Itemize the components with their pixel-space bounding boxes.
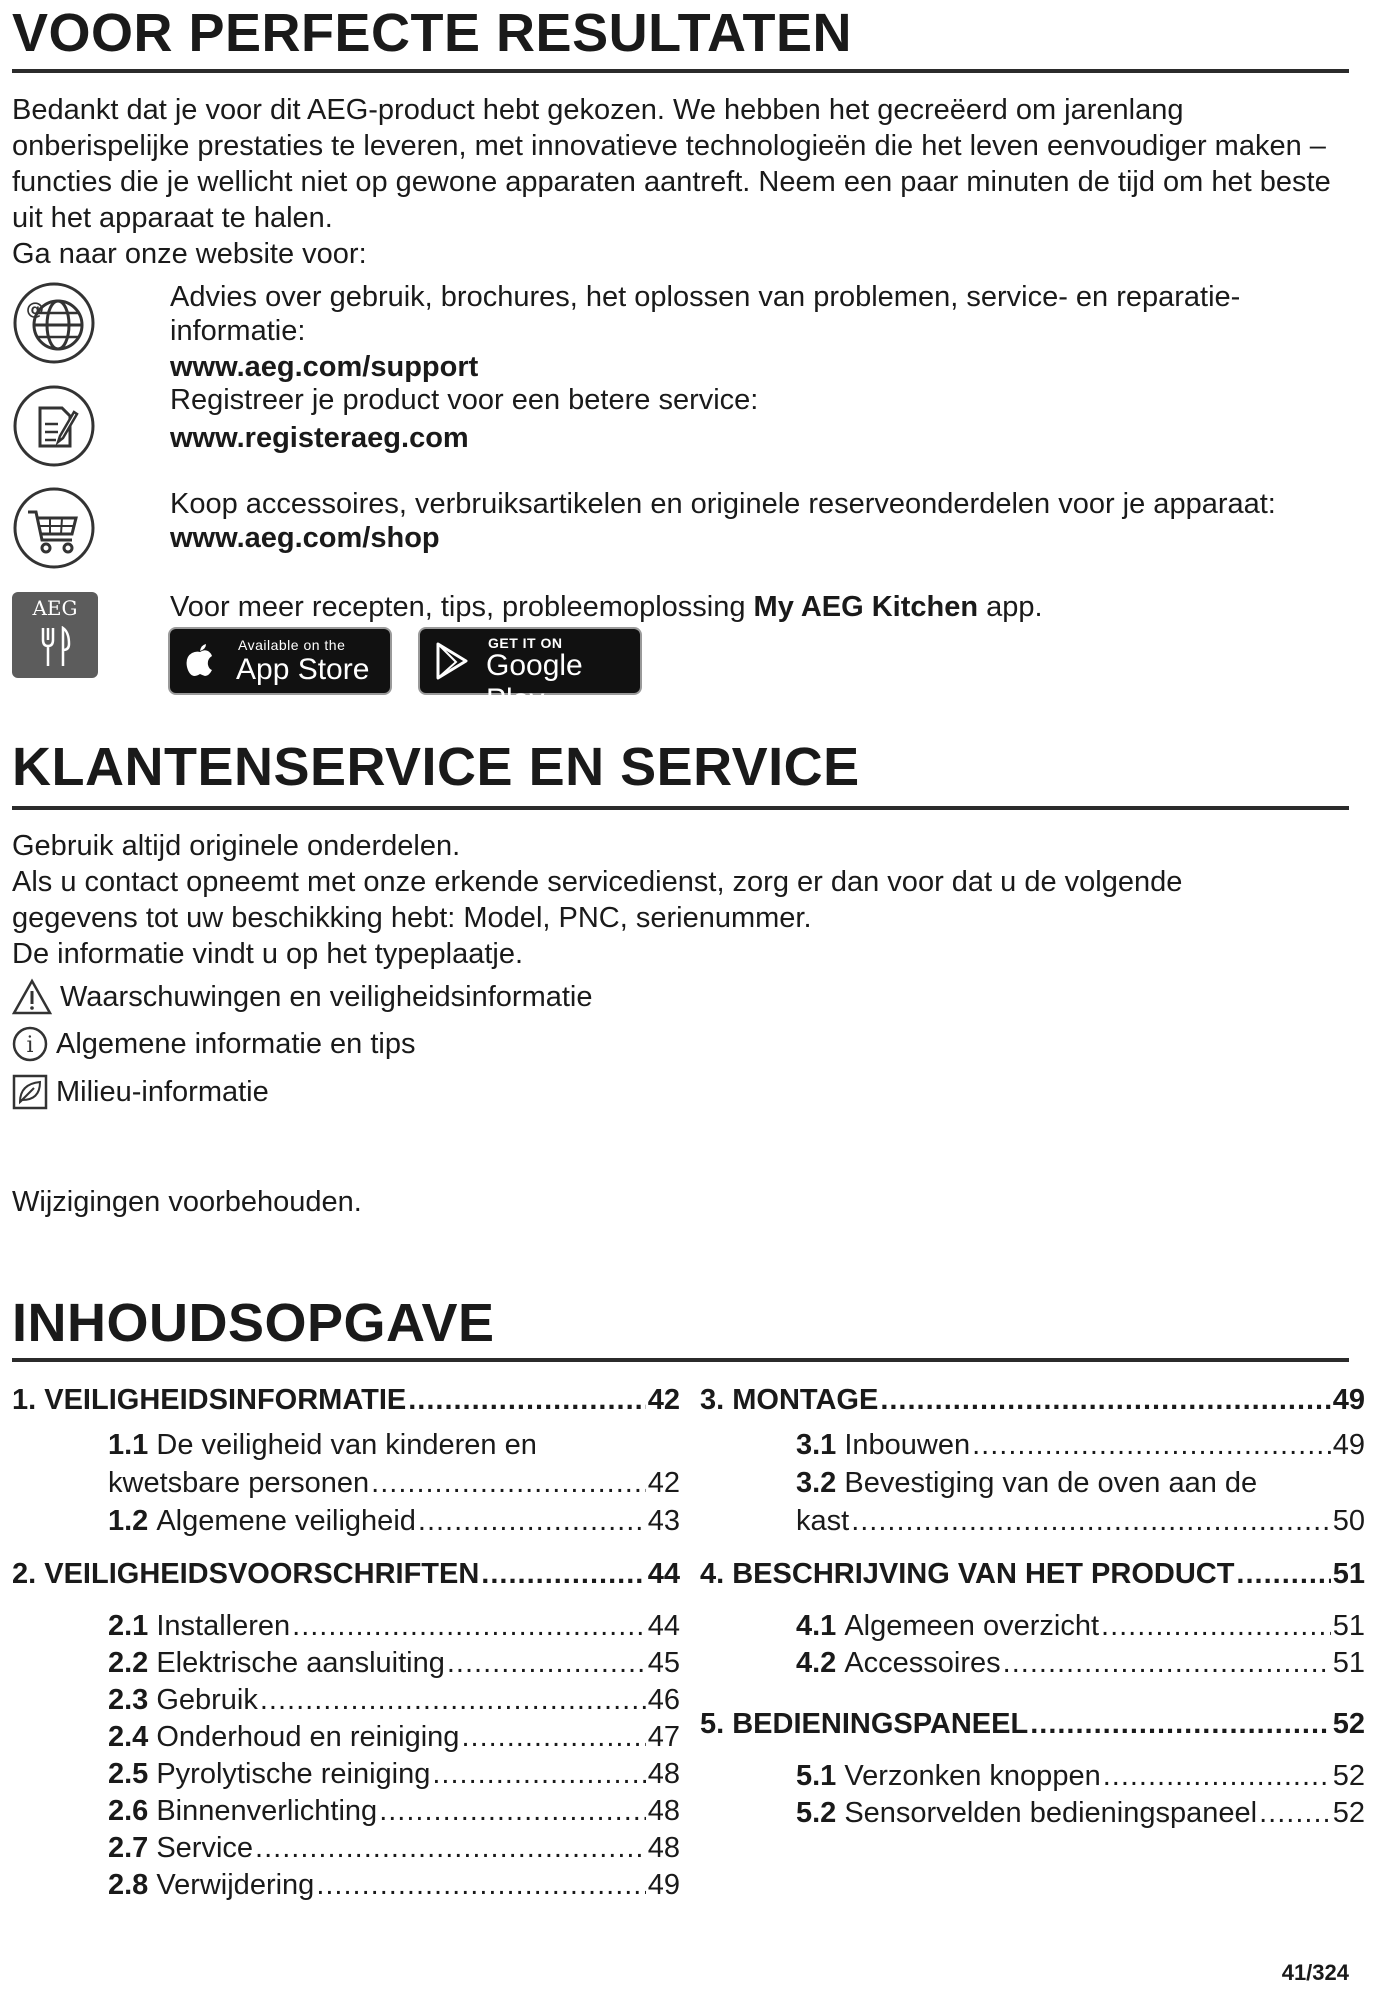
website-lead: Ga naar onze website voor:: [12, 238, 367, 270]
toc-item-2-7[interactable]: [12, 1830, 680, 1867]
toc-item-4-1-label: Algemeen overzicht: [844, 1610, 1100, 1642]
service-line3: De informatie vindt u op het typeplaatje.: [12, 938, 524, 970]
app-text: [170, 590, 1350, 624]
toc-item-3-1-num: 3.1: [796, 1429, 837, 1461]
toc-section-5-page: 52: [1332, 1708, 1365, 1740]
gplay-big-text: Google Play: [486, 649, 583, 716]
toc-item-page: 44: [647, 1610, 680, 1642]
toc-item-1-1-label-b: kwetsbare personen: [108, 1467, 370, 1499]
toc-item-1-1-page: 42: [647, 1467, 680, 1499]
legend-warning: [12, 978, 592, 1016]
google-play-badge[interactable]: [418, 627, 642, 716]
toc-item-label: Pyrolytische reiniging: [156, 1758, 431, 1790]
toc-title: INHOUDSOPGAVE: [12, 1293, 495, 1353]
toc-item-3-2-line2[interactable]: [700, 1502, 1365, 1540]
toc-item-3-2-page: 50: [1332, 1505, 1365, 1537]
toc-item-4-2[interactable]: [700, 1645, 1365, 1682]
toc-item-3-2-label-a: Bevestiging van de oven aan de: [844, 1467, 1258, 1499]
page-number: 41/324: [1281, 1960, 1349, 1985]
toc-item-2-6[interactable]: [12, 1793, 680, 1830]
toc-item-1-2-num: 1.2: [108, 1505, 149, 1537]
toc-item-4-2-label: Accessoires: [844, 1647, 1001, 1679]
service-title: KLANTENSERVICE EN SERVICE: [12, 737, 860, 797]
toc-item-page: 48: [647, 1832, 680, 1864]
toc-item-1-2-page: 43: [647, 1505, 680, 1537]
legend-info: [12, 1026, 415, 1062]
toc-item-page: 49: [647, 1869, 680, 1901]
toc-item-4-1-page: 51: [1332, 1610, 1365, 1642]
toc-item-1-1-num: 1.1: [108, 1429, 149, 1461]
toc-item-1-1-line1[interactable]: [12, 1426, 680, 1464]
toc-left-column: [12, 1380, 680, 1904]
service-line2: Als u contact opneemt met onze erkende servicedienst, zorg er dan voor dat u de volgende gegevens tot uw beschikking hebt: Model, PNC, serienummer.: [12, 866, 1183, 934]
toc-section-1[interactable]: [12, 1380, 680, 1420]
toc-item-4-2-page: 51: [1332, 1647, 1365, 1679]
toc-item-5-1-label: Verzonken knoppen: [844, 1760, 1101, 1792]
toc-section-5-label: 5. BEDIENINGSPANEEL: [700, 1708, 1029, 1740]
toc-item-1-2[interactable]: [12, 1502, 680, 1540]
shopping-cart-icon: [12, 486, 96, 570]
apple-icon: [186, 643, 214, 677]
toc-item-page: 48: [647, 1758, 680, 1790]
toc-item-num: 2.2: [108, 1647, 149, 1679]
globe-icon: [12, 281, 96, 365]
title-rule: [12, 69, 1349, 73]
toc-item-5-1-page: 52: [1332, 1760, 1365, 1792]
toc-item-4-1-num: 4.1: [796, 1610, 837, 1642]
support-url[interactable]: www.aeg.com/support: [170, 351, 479, 383]
toc-item-num: 2.1: [108, 1610, 149, 1642]
toc-item-page: 47: [647, 1721, 680, 1753]
toc-section-2-items: [12, 1608, 680, 1904]
register-url[interactable]: www.registeraeg.com: [170, 422, 469, 454]
leaf-icon: [12, 1074, 48, 1110]
toc-section-3-page: 49: [1332, 1384, 1365, 1416]
toc-item-3-1-label: Inbouwen: [844, 1429, 971, 1461]
toc-item-num: 2.4: [108, 1721, 149, 1753]
legend-warning-text: Waarschuwingen en veiligheidsinformatie: [60, 981, 593, 1013]
toc-item-3-1[interactable]: [700, 1426, 1365, 1464]
toc-section-1-label: 1. VEILIGHEIDSINFORMATIE: [12, 1384, 407, 1416]
toc-item-num: 2.5: [108, 1758, 149, 1790]
toc-item-label: Installeren: [156, 1610, 291, 1642]
toc-item-page: 45: [647, 1647, 680, 1679]
toc-right-column: [700, 1380, 1365, 1832]
toc-item-2-4[interactable]: [12, 1719, 680, 1756]
toc-item-page: 48: [647, 1795, 680, 1827]
toc-item-3-2-num: 3.2: [796, 1467, 837, 1499]
service-rule: [12, 806, 1349, 810]
toc-section-2-label: 2. VEILIGHEIDSVOORSCHRIFTEN: [12, 1558, 480, 1590]
app-store-badge[interactable]: [168, 627, 392, 695]
intro-paragraph: Bedankt dat je voor dit AEG-product hebt gekozen. We hebben het gecreëerd om jarenlang onberispelijke prestaties te leveren, met innovatieve technologieën die het leven eenvoudiger maken – functies die je wellicht niet op gewone apparaten aantreft. Neem een paar minuten de tijd om het beste uit het apparaat te halen.: [12, 94, 1331, 234]
warning-triangle-icon: [12, 978, 52, 1016]
toc-section-1-page: 42: [647, 1384, 680, 1416]
support-text: Advies over gebruik, brochures, het oplossen van problemen, service- en reparatie-informatie:: [170, 281, 1241, 347]
toc-item-label: Service: [156, 1832, 254, 1864]
toc-item-1-2-label: Algemene veiligheid: [156, 1505, 416, 1537]
legend-environment: [12, 1074, 269, 1110]
register-text: Registreer je product voor een betere service:: [170, 384, 759, 416]
shop-text: Koop accessoires, verbruiksartikelen en originele reserveonderdelen voor je apparaat:: [170, 488, 1276, 520]
legend-env-text: Milieu-informatie: [56, 1076, 269, 1108]
toc-item-num: 2.3: [108, 1684, 149, 1716]
toc-item-4-1[interactable]: [700, 1608, 1365, 1645]
info-icon: [12, 1026, 48, 1062]
aeg-kitchen-app-icon: [12, 592, 98, 678]
toc-section-2-page: 44: [647, 1558, 680, 1590]
app-name: My AEG Kitchen: [753, 591, 979, 623]
toc-item-2-3[interactable]: [12, 1682, 680, 1719]
toc-section-4[interactable]: [700, 1554, 1365, 1594]
toc-item-label: Verwijdering: [156, 1869, 315, 1901]
app-text-pre: Voor meer recepten, tips, probleemoplossing: [170, 591, 754, 623]
toc-section-4-page: 51: [1332, 1558, 1365, 1590]
toc-item-num: 2.8: [108, 1869, 149, 1901]
gplay-small-text: GET IT ON: [488, 635, 563, 651]
toc-item-5-1-num: 5.1: [796, 1760, 837, 1792]
appstore-small-text: Available on the: [238, 637, 346, 653]
aeg-logo: AEG: [32, 596, 78, 620]
toc-item-4-2-num: 4.2: [796, 1647, 837, 1679]
register-notepad-icon: [12, 384, 96, 468]
toc-item-5-2[interactable]: [700, 1795, 1365, 1832]
svg-text:@: @: [26, 299, 44, 320]
toc-item-label: Binnenverlichting: [156, 1795, 378, 1827]
toc-item-3-2-label-b: kast: [796, 1505, 850, 1537]
toc-item-3-1-page: 49: [1332, 1429, 1365, 1461]
toc-item-num: 2.6: [108, 1795, 149, 1827]
toc-section-3[interactable]: [700, 1380, 1365, 1420]
play-triangle-icon: [434, 641, 470, 681]
toc-item-1-1-label-a: De veiligheid van kinderen en: [156, 1429, 537, 1461]
toc-item-label: Gebruik: [156, 1684, 258, 1716]
toc-item-5-1[interactable]: [700, 1758, 1365, 1795]
shop-url[interactable]: www.aeg.com/shop: [170, 522, 440, 554]
appstore-big-text: App Store: [236, 653, 370, 686]
changes-reserved: Wijzigingen voorbehouden.: [12, 1186, 362, 1218]
cutlery-icon: [39, 626, 71, 668]
service-line1: Gebruik altijd originele onderdelen.: [12, 830, 461, 862]
toc-item-5-2-label: Sensorvelden bedieningspaneel: [844, 1797, 1258, 1829]
app-text-post: app.: [978, 591, 1043, 623]
svg-text:i: i: [26, 1033, 34, 1058]
toc-section-5[interactable]: [700, 1704, 1365, 1744]
toc-item-2-1[interactable]: [12, 1608, 680, 1645]
toc-item-2-5[interactable]: [12, 1756, 680, 1793]
intro-title: VOOR PERFECTE RESULTATEN: [12, 3, 853, 63]
toc-item-num: 2.7: [108, 1832, 149, 1864]
toc-item-3-2-line1[interactable]: [700, 1464, 1365, 1502]
toc-item-2-8[interactable]: [12, 1867, 680, 1904]
legend-info-text: Algemene informatie en tips: [56, 1028, 416, 1060]
toc-section-2[interactable]: [12, 1554, 680, 1594]
toc-item-label: Onderhoud en reiniging: [156, 1721, 460, 1753]
toc-item-page: 46: [647, 1684, 680, 1716]
toc-item-label: Elektrische aansluiting: [156, 1647, 445, 1679]
toc-item-5-2-num: 5.2: [796, 1797, 837, 1829]
toc-rule: [12, 1358, 1349, 1362]
toc-section-4-label: 4. BESCHRIJVING VAN HET PRODUCT: [700, 1558, 1235, 1590]
toc-item-1-1-line2[interactable]: [12, 1464, 680, 1502]
toc-item-5-2-page: 52: [1332, 1797, 1365, 1829]
toc-item-2-2[interactable]: [12, 1645, 680, 1682]
toc-section-3-label: 3. MONTAGE: [700, 1384, 879, 1416]
